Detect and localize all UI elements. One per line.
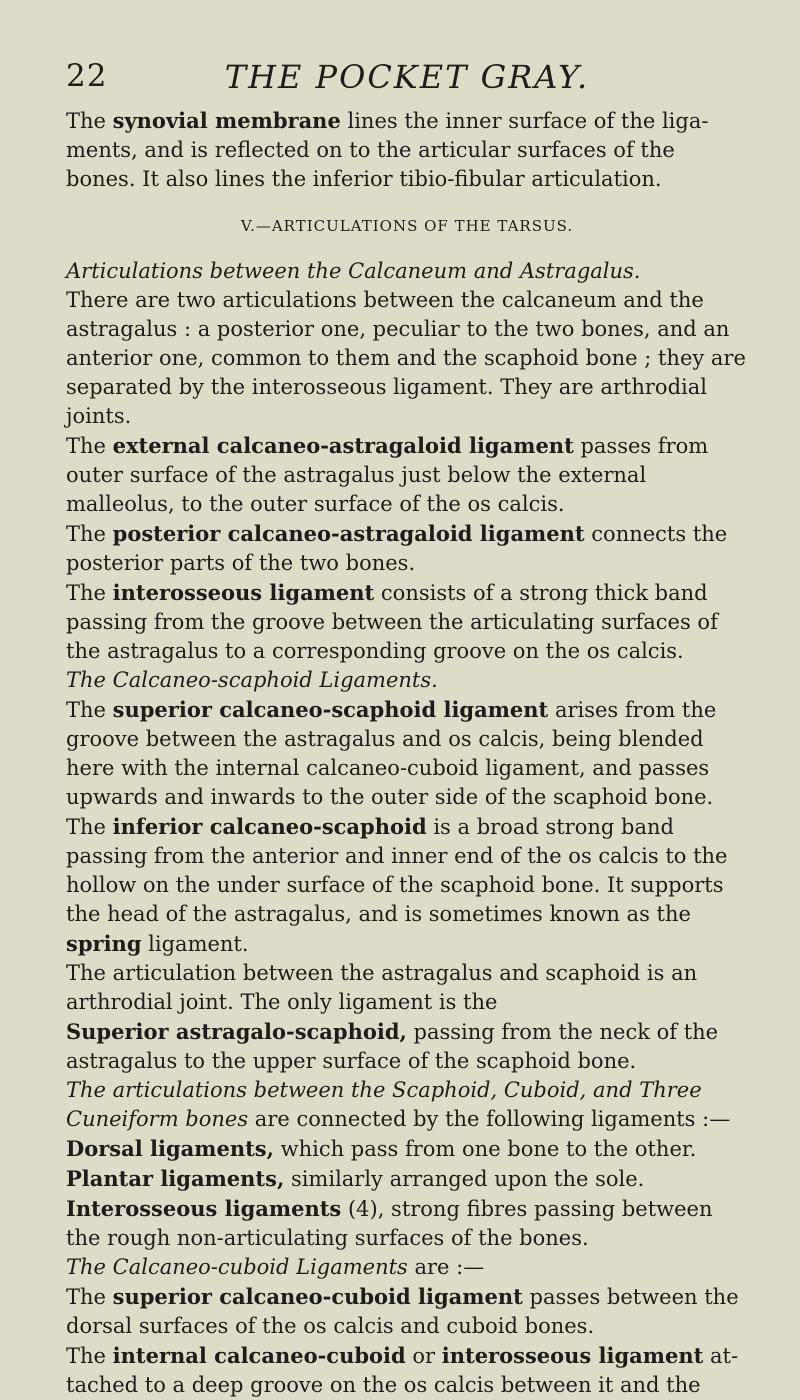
subheading-calcaneum-astragalus: Articulations between the Calcaneum and Astragalus. (66, 259, 641, 283)
term-spring: spring (66, 931, 142, 956)
subheading-cuneiform: The articulations between the Scaphoid, Cuboid, and Three Cuneiform bones (66, 1078, 702, 1131)
paragraph-cuneiform-articulations: The articulations between the Scaphoid, Cuboid, and Three Cuneiform bones are connected by the following ligaments :— (66, 1078, 731, 1131)
term-superior-calcaneo-cuboid: superior calcaneo-cuboid ligament (112, 1284, 523, 1309)
term-internal-calcaneo-cuboid: internal calcaneo-cuboid (112, 1343, 406, 1368)
term-superior-calcaneo-scaphoid: superior calcaneo-scaphoid ligament (112, 697, 549, 722)
paragraph-interosseous-ligament: The interosseous ligament consists of a strong thick band passing from the groove between the articulating surfaces of the astragalus to a corresponding groove on the os calcis. (66, 580, 718, 663)
page-number: 22 (66, 58, 108, 94)
term-plantar-ligaments: Plantar ligaments, (66, 1166, 285, 1191)
term-interosseous-ligament-2: interosseous ligament (441, 1343, 704, 1368)
term-synovial-membrane: synovial membrane (112, 108, 341, 133)
section-heading: V.—ARTICULATIONS OF THE TARSUS. (240, 217, 574, 235)
paragraph-inferior-calcaneo-scaphoid: The inferior calcaneo-scaphoid is a broad strong band passing from the anterior and inner end of the os calcis to the hollow on the under surface of the scaphoid bone. It supports the head of the astragalus, and is sometimes known as the spring ligament. (66, 814, 728, 956)
subheading-calcaneo-scaphoid: The Calcaneo-scaphoid Ligaments. (66, 668, 438, 692)
paragraph-superior-calcaneo-cuboid: The superior calcaneo-cuboid ligament passes between the dorsal surfaces of the os calcis and cuboid bones. (66, 1284, 739, 1338)
subheading-calcaneo-cuboid: The Calcaneo-cuboid Ligaments (66, 1255, 408, 1279)
paragraph-dorsal-ligaments: Dorsal ligaments, which pass from one bone to the other. (66, 1136, 697, 1161)
paragraph-plantar-ligaments: Plantar ligaments, similarly arranged upon the sole. (66, 1166, 645, 1191)
paragraph-astragalus-scaphoid: The articulation between the astragalus and scaphoid is an arthrodial joint. The only ligament is the (66, 961, 698, 1014)
paragraph-external-ligament: The external calcaneo-astragaloid ligament passes from outer surface of the astragalus just below the external malleolus, to the outer surface of the os calcis. (66, 433, 709, 516)
paragraph-calcaneum-astragalus: Articulations between the Calcaneum and Astragalus. There are two articulations between the calcaneum and the astragalus : a posterior one, peculiar to the two bones, and an anterior one, common to them and the scaphoid bone ; they are separated by the interosseous ligament. They are arthrodial joints. (66, 259, 746, 428)
running-title: THE POCKET GRAY. (224, 58, 590, 96)
term-posterior-ligament: posterior calcaneo-astragaloid ligament (112, 521, 585, 546)
paragraph-internal-calcaneo-cuboid: The internal calcaneo-cuboid or interosseous ligament at- tached to a deep groove on the os calcis between it and the (66, 1343, 739, 1397)
term-inferior-calcaneo-scaphoid: inferior calcaneo-scaphoid (112, 814, 427, 839)
term-interosseous-ligament: interosseous ligament (112, 580, 375, 605)
paragraph-synovial-membrane: The synovial membrane lines the inner surface of the liga- ments, and is reflected on to the articular surfaces of the bones. It also lines the inferior tibio-fibular articulation. (66, 108, 709, 191)
paragraph-superior-calcaneo-scaphoid: The superior calcaneo-scaphoid ligament arises from the groove between the astragalus and os calcis, being blended here with the internal calcaneo-cuboid ligament, and passes upwards and inwards to the outer side of the scaphoid bone. (66, 697, 717, 809)
term-superior-astragalo-scaphoid: Superior astragalo-scaphoid, (66, 1019, 407, 1044)
paragraph-calcaneo-cuboid: The Calcaneo-cuboid Ligaments are :— (66, 1255, 485, 1279)
term-external-ligament: external calcaneo-astragaloid ligament (112, 433, 574, 458)
page-header (66, 58, 748, 106)
term-dorsal-ligaments: Dorsal ligaments, (66, 1136, 274, 1161)
paragraph-interosseous-ligaments: Interosseous ligaments (4), strong fibres passing between the rough non-articulating surfaces of the bones. (66, 1196, 713, 1250)
page-body (66, 106, 748, 1400)
paragraph-superior-astragalo-scaphoid: Superior astragalo-scaphoid, passing from the neck of the astragalus to the upper surface of the scaphoid bone. (66, 1019, 719, 1073)
term-interosseous-ligaments: Interosseous ligaments (66, 1196, 342, 1221)
paragraph-posterior-ligament: The posterior calcaneo-astragaloid ligament connects the posterior parts of the two bones. (66, 521, 728, 575)
